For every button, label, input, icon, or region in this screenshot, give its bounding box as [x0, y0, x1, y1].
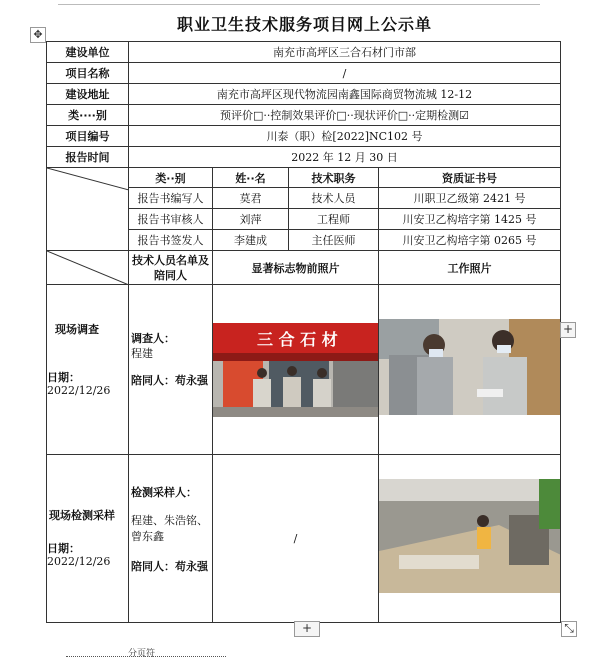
staff-title[interactable]: 主任医师: [289, 230, 379, 251]
people-names[interactable]: 程建、朱浩铭、曾东鑫: [131, 514, 208, 543]
table-resize-icon[interactable]: ⤡: [561, 621, 577, 637]
section-date: 2022/12/26: [47, 555, 111, 568]
section-date-label: 日期：: [47, 371, 80, 384]
publicity-table: [46, 41, 561, 623]
field-value[interactable]: 南充市高坪区现代物流园南鑫国际商贸物流城 12-12: [129, 84, 561, 105]
staff-cert[interactable]: 川安卫乙构培字第 0265 号: [379, 230, 561, 251]
accompany-block: [131, 559, 209, 575]
field-row: [47, 63, 561, 84]
field-label: 建设地址: [47, 84, 129, 105]
diagonal-line: [47, 251, 129, 285]
accompany-block: [131, 373, 209, 389]
field-label: 类····别: [47, 105, 129, 126]
field-label: 项目编号: [47, 126, 129, 147]
staff-header-cert: 资质证书号: [379, 168, 561, 188]
photo-header-persons: 技术人员名单及陪同人: [129, 251, 213, 285]
staff-category[interactable]: 报告书审核人: [129, 209, 213, 230]
diagonal-cell: [47, 251, 129, 285]
staff-cert[interactable]: 川职卫乙级第 2421 号: [379, 188, 561, 209]
field-row: [47, 105, 561, 126]
work-photo-image: [379, 285, 561, 451]
page-title: 职业卫生技术服务项目网上公示单: [176, 15, 432, 34]
page-break-line: [66, 656, 226, 658]
field-value[interactable]: 2022 年 12 月 30 日: [129, 147, 561, 168]
role-label: 调查人：: [131, 332, 175, 345]
staff-header-category: 类··别: [129, 168, 213, 188]
diagonal-line: [47, 168, 129, 251]
photo-header-row: [47, 251, 561, 285]
field-row: [47, 147, 561, 168]
photo-header-work: 工作照片: [379, 251, 561, 285]
staff-name[interactable]: 刘萍: [213, 209, 289, 230]
staff-header-title: 技术职务: [289, 168, 379, 188]
section-date-label: 日期：: [47, 542, 80, 555]
staff-category[interactable]: 报告书签发人: [129, 230, 213, 251]
add-column-plus-icon[interactable]: +: [560, 322, 576, 338]
field-row: [47, 42, 561, 63]
section-row-survey: [47, 285, 561, 455]
people-names[interactable]: 苟永强: [175, 560, 208, 573]
photo-header-landmark: 显著标志物前照片: [213, 251, 379, 285]
page-break-label: 分页符: [128, 649, 156, 659]
role-label: 检测采样人：: [131, 486, 197, 499]
field-value[interactable]: 南充市高坪区三合石材门市部: [129, 42, 561, 63]
field-label: 建设单位: [47, 42, 129, 63]
field-row: [47, 84, 561, 105]
staff-header-row: [47, 168, 561, 188]
page-top-border: [58, 4, 540, 5]
staff-name[interactable]: 莫君: [213, 188, 289, 209]
landmark-photo-placeholder: /: [293, 532, 298, 545]
landmark-photo-cell: [213, 285, 379, 455]
work-photo-image: [379, 455, 561, 619]
diagonal-cell: [47, 168, 129, 251]
people-names[interactable]: 程建: [131, 347, 153, 360]
landmark-sign-text: 三 合 石 材: [257, 329, 338, 349]
section-label-cell: [47, 285, 129, 455]
staff-category[interactable]: 报告书编写人: [129, 188, 213, 209]
section-row-sampling: [47, 455, 561, 623]
field-value[interactable]: 川泰（职）检[2022]NC102 号: [129, 126, 561, 147]
field-value[interactable]: /: [129, 63, 561, 84]
table-move-handle-icon[interactable]: ✥: [30, 27, 46, 43]
persons-cell: [129, 285, 213, 455]
staff-header-name: 姓··名: [213, 168, 289, 188]
staff-name[interactable]: 李建成: [213, 230, 289, 251]
add-row-plus-icon[interactable]: +: [294, 621, 320, 637]
staff-title[interactable]: 技术人员: [289, 188, 379, 209]
landmark-photo: [213, 287, 378, 453]
landmark-photo-cell: [213, 455, 379, 623]
section-label-cell: [47, 455, 129, 623]
field-label: 报告时间: [47, 147, 129, 168]
category-checkboxes[interactable]: 预评价□··控制效果评价□··现状评价□··定期检测☑: [129, 105, 561, 126]
landmark-photo-image: [213, 287, 378, 453]
section-name: 现场检测采样: [49, 509, 115, 522]
work-photo-cell: [379, 285, 561, 455]
section-name: 现场调查: [55, 323, 99, 336]
work-photo-cell: [379, 455, 561, 623]
role-label: 陪同人：: [131, 560, 175, 573]
field-label: 项目名称: [47, 63, 129, 84]
persons-cell: [129, 455, 213, 623]
staff-title[interactable]: 工程师: [289, 209, 379, 230]
people-names[interactable]: 苟永强: [175, 374, 208, 387]
section-date: 2022/12/26: [47, 384, 111, 397]
field-row: [47, 126, 561, 147]
staff-cert[interactable]: 川安卫乙构培字第 1425 号: [379, 209, 561, 230]
role-label: 陪同人：: [131, 374, 175, 387]
